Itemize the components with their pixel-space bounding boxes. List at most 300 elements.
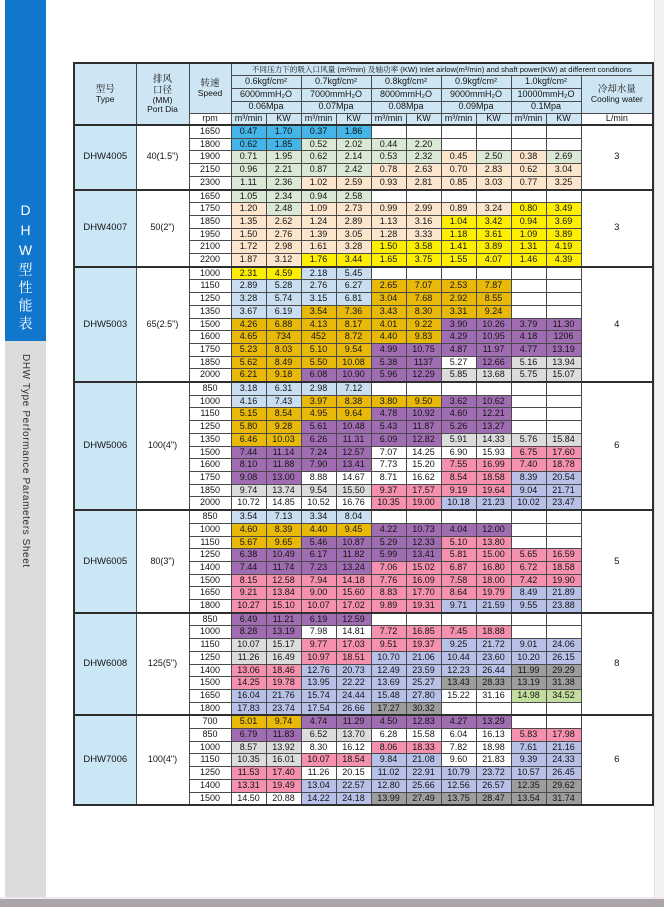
data-cell: 2.63 xyxy=(406,164,441,177)
data-cell: 12.83 xyxy=(406,715,441,728)
data-cell: 8.49 xyxy=(266,356,301,369)
rpm-cell: 1850 xyxy=(189,356,231,369)
data-cell: 8.15 xyxy=(231,574,266,587)
data-cell: 7.44 xyxy=(231,561,266,574)
data-cell: 3.15 xyxy=(301,293,336,306)
data-cell: 9.51 xyxy=(371,639,406,652)
data-cell: 1.95 xyxy=(266,151,301,164)
data-cell: 0.37 xyxy=(301,125,336,138)
data-cell: 5.81 xyxy=(441,549,476,562)
data-cell: 5.29 xyxy=(371,536,406,549)
data-cell: 10.48 xyxy=(336,421,371,434)
data-cell: 10.18 xyxy=(441,497,476,510)
data-cell: 1.04 xyxy=(441,215,476,228)
data-cell: 9.74 xyxy=(231,484,266,497)
data-cell: 3.61 xyxy=(476,228,511,241)
data-cell: 1.24 xyxy=(301,215,336,228)
data-cell: 2.50 xyxy=(476,151,511,164)
port-cell: 50(2") xyxy=(136,190,189,267)
data-cell: 6.04 xyxy=(441,729,476,742)
data-cell: 7.07 xyxy=(371,446,406,459)
data-cell: 16.49 xyxy=(266,651,301,664)
data-cell: 4.39 xyxy=(546,254,581,267)
data-cell: 5.01 xyxy=(231,715,266,728)
data-cell: 3.54 xyxy=(231,510,266,523)
data-cell: 5.43 xyxy=(371,421,406,434)
data-cell: 21.16 xyxy=(546,741,581,754)
data-cell: 4.59 xyxy=(266,267,301,280)
data-cell: 1.20 xyxy=(231,203,266,216)
data-cell: 5.28 xyxy=(266,280,301,293)
pressure-mmh2o-3: 9000mmH₂O xyxy=(441,88,511,101)
cooling-unit-header: L/min xyxy=(581,113,653,125)
data-cell: 9.08 xyxy=(231,471,266,484)
data-cell xyxy=(546,267,581,280)
data-cell xyxy=(476,510,511,523)
data-cell: 2.98 xyxy=(301,382,336,395)
page-right-strip xyxy=(654,0,664,907)
data-cell: 9.01 xyxy=(511,639,546,652)
data-cell: 13.75 xyxy=(441,792,476,805)
data-cell: 16.12 xyxy=(336,741,371,754)
flow-unit-header-2: m³/min xyxy=(371,113,406,125)
data-cell: 1.87 xyxy=(231,254,266,267)
data-cell: 2.14 xyxy=(336,151,371,164)
data-cell: 11.53 xyxy=(231,767,266,780)
rpm-cell: 2200 xyxy=(189,254,231,267)
rpm-cell: 1150 xyxy=(189,639,231,652)
data-cell: 13.29 xyxy=(476,715,511,728)
data-cell: 4.07 xyxy=(476,254,511,267)
data-cell: 20.88 xyxy=(266,792,301,805)
data-cell xyxy=(406,510,441,523)
data-cell xyxy=(476,125,511,138)
port-cell: 125(5") xyxy=(136,613,189,716)
data-cell xyxy=(511,421,546,434)
model-cell: DHW6008 xyxy=(74,613,136,716)
rpm-cell: 1600 xyxy=(189,459,231,472)
data-cell: 13.19 xyxy=(511,677,546,690)
data-cell: 0.38 xyxy=(511,151,546,164)
data-cell: 14.25 xyxy=(231,677,266,690)
data-cell: 12.58 xyxy=(266,574,301,587)
data-cell: 11.21 xyxy=(266,613,301,626)
model-cell: DHW4005 xyxy=(74,125,136,190)
data-cell: 9.28 xyxy=(266,421,301,434)
data-cell: 2.53 xyxy=(441,280,476,293)
data-cell: 31.38 xyxy=(546,677,581,690)
data-cell: 3.03 xyxy=(476,176,511,189)
data-cell: 28.33 xyxy=(476,677,511,690)
data-cell: 8.30 xyxy=(406,305,441,318)
data-cell: 7.13 xyxy=(266,510,301,523)
data-cell: 17.83 xyxy=(231,702,266,715)
data-cell: 3.42 xyxy=(476,215,511,228)
pressure-kgf-0: 0.6kgf/cm² xyxy=(231,75,301,88)
data-cell: 9.39 xyxy=(511,754,546,767)
cooling-cell: 3 xyxy=(581,190,653,267)
data-cell: 18.58 xyxy=(476,471,511,484)
data-cell: 9.60 xyxy=(441,754,476,767)
data-cell: 12.76 xyxy=(301,664,336,677)
data-cell: 9.24 xyxy=(476,305,511,318)
data-cell xyxy=(441,613,476,626)
data-cell: 4.40 xyxy=(371,331,406,344)
data-cell: 31.16 xyxy=(476,689,511,702)
data-cell: 9.37 xyxy=(371,484,406,497)
data-cell: 5.80 xyxy=(231,421,266,434)
data-cell: 4.87 xyxy=(441,343,476,356)
data-cell: 21.72 xyxy=(476,639,511,652)
data-cell: 13.54 xyxy=(511,792,546,805)
data-cell: 15.58 xyxy=(406,729,441,742)
data-cell: 23.88 xyxy=(546,600,581,613)
rpm-cell: 1400 xyxy=(189,664,231,677)
data-cell: 13.80 xyxy=(476,536,511,549)
data-cell: 2.98 xyxy=(266,241,301,254)
data-cell: 10.52 xyxy=(301,497,336,510)
pressure-kgf-1: 0.7kgf/cm² xyxy=(301,75,371,88)
data-cell: 6.27 xyxy=(336,280,371,293)
data-cell: 4.04 xyxy=(441,523,476,536)
data-cell: 10.95 xyxy=(476,331,511,344)
data-cell: 10.35 xyxy=(231,754,266,767)
rpm-cell: 1500 xyxy=(189,792,231,805)
port-cell: 100(4") xyxy=(136,382,189,510)
pressure-mpa-0: 0.06Mpa xyxy=(231,101,301,113)
data-cell: 11.88 xyxy=(266,459,301,472)
data-cell: 8.39 xyxy=(511,471,546,484)
data-cell: 5.85 xyxy=(441,369,476,382)
data-cell: 5.27 xyxy=(441,356,476,369)
data-cell: 8.55 xyxy=(476,293,511,306)
data-cell: 2.18 xyxy=(301,267,336,280)
data-cell: 21.23 xyxy=(476,497,511,510)
data-cell: 9.04 xyxy=(511,484,546,497)
data-cell xyxy=(511,280,546,293)
data-cell: 0.87 xyxy=(301,164,336,177)
data-cell: 0.89 xyxy=(441,203,476,216)
data-cell: 15.00 xyxy=(476,549,511,562)
data-cell: 3.16 xyxy=(406,215,441,228)
speed-header-cn: 转速 xyxy=(200,78,220,89)
data-cell: 29.29 xyxy=(546,664,581,677)
power-unit-header-3: KW xyxy=(476,113,511,125)
data-cell: 6.19 xyxy=(266,305,301,318)
data-cell: 24.06 xyxy=(546,639,581,652)
data-cell: 7.23 xyxy=(301,561,336,574)
data-cell: 7.40 xyxy=(511,459,546,472)
data-cell xyxy=(476,702,511,715)
data-cell: 13.41 xyxy=(336,459,371,472)
data-cell: 1.50 xyxy=(231,228,266,241)
pressure-mmh2o-4: 10000mmH₂O xyxy=(511,88,581,101)
table-row xyxy=(74,190,653,203)
rpm-cell: 1500 xyxy=(189,677,231,690)
data-cell: 0.77 xyxy=(511,176,546,189)
rpm-cell: 2100 xyxy=(189,241,231,254)
data-cell: 15.84 xyxy=(546,433,581,446)
data-cell xyxy=(511,702,546,715)
data-cell: 5.61 xyxy=(301,421,336,434)
data-cell: 17.60 xyxy=(546,446,581,459)
data-cell: 18.51 xyxy=(336,651,371,664)
data-cell: 11.83 xyxy=(266,729,301,742)
data-cell: 2.65 xyxy=(371,280,406,293)
data-cell: 19.90 xyxy=(546,574,581,587)
data-cell: 4.27 xyxy=(441,715,476,728)
data-cell: 18.88 xyxy=(476,626,511,639)
data-cell: 12.82 xyxy=(406,433,441,446)
data-cell: 0.96 xyxy=(231,164,266,177)
data-cell xyxy=(511,510,546,523)
rpm-cell: 1750 xyxy=(189,203,231,216)
data-cell: 22.91 xyxy=(406,767,441,780)
data-cell: 11.31 xyxy=(336,433,371,446)
port-header-cn1: 排风 xyxy=(152,73,172,85)
data-cell: 12.33 xyxy=(406,536,441,549)
data-cell xyxy=(546,702,581,715)
flow-unit-header-1: m³/min xyxy=(301,113,336,125)
data-cell: 5.23 xyxy=(231,343,266,356)
data-cell: 0.45 xyxy=(441,151,476,164)
data-cell: 19.00 xyxy=(406,497,441,510)
data-cell: 7.94 xyxy=(301,574,336,587)
data-cell: 18.33 xyxy=(406,741,441,754)
data-cell: 7.43 xyxy=(266,395,301,408)
data-cell: 8.71 xyxy=(371,471,406,484)
data-cell xyxy=(511,138,546,151)
table-row xyxy=(74,613,653,626)
data-cell: 12.59 xyxy=(336,613,371,626)
table-row xyxy=(74,125,653,138)
data-cell: 14.85 xyxy=(266,497,301,510)
data-cell: 15.10 xyxy=(266,600,301,613)
data-cell: 10.27 xyxy=(231,600,266,613)
data-cell: 2.59 xyxy=(336,176,371,189)
data-cell: 1.55 xyxy=(441,254,476,267)
data-cell: 9.50 xyxy=(406,395,441,408)
table-row xyxy=(74,382,653,395)
data-cell: 6.09 xyxy=(371,433,406,446)
data-cell: 4.65 xyxy=(231,331,266,344)
data-cell xyxy=(511,267,546,280)
rpm-cell: 1850 xyxy=(189,484,231,497)
model-cell: DHW4007 xyxy=(74,190,136,267)
data-cell: 13.95 xyxy=(301,677,336,690)
data-cell: 0.52 xyxy=(301,138,336,151)
data-cell: 5.46 xyxy=(301,536,336,549)
data-cell: 0.78 xyxy=(371,164,406,177)
port-cell: 40(1.5") xyxy=(136,125,189,190)
data-cell: 18.78 xyxy=(546,459,581,472)
data-cell xyxy=(441,125,476,138)
data-cell: 6.38 xyxy=(231,549,266,562)
rpm-cell: 1400 xyxy=(189,779,231,792)
data-cell: 8.88 xyxy=(301,471,336,484)
data-cell xyxy=(476,613,511,626)
data-cell xyxy=(441,190,476,203)
data-cell: 2.83 xyxy=(476,164,511,177)
rpm-cell: 1000 xyxy=(189,395,231,408)
data-cell: 1.61 xyxy=(301,241,336,254)
data-cell: 15.20 xyxy=(406,459,441,472)
data-cell xyxy=(511,626,546,639)
data-cell: 0.80 xyxy=(511,203,546,216)
data-cell: 1.76 xyxy=(301,254,336,267)
data-cell: 8.49 xyxy=(511,587,546,600)
data-cell: 1206 xyxy=(546,331,581,344)
data-cell: 10.92 xyxy=(406,408,441,421)
data-cell: 0.99 xyxy=(371,203,406,216)
data-cell: 1.05 xyxy=(231,190,266,203)
data-cell: 26.15 xyxy=(546,651,581,664)
data-cell: 3.28 xyxy=(231,293,266,306)
data-cell xyxy=(406,125,441,138)
data-cell: 21.59 xyxy=(476,600,511,613)
data-cell: 1.41 xyxy=(441,241,476,254)
port-cell: 65(2.5") xyxy=(136,267,189,382)
data-cell: 15.50 xyxy=(336,484,371,497)
port-cell: 80(3") xyxy=(136,510,189,613)
data-cell: 11.30 xyxy=(546,318,581,331)
data-cell: 10.02 xyxy=(511,497,546,510)
data-cell: 734 xyxy=(266,331,301,344)
data-cell: 15.74 xyxy=(301,689,336,702)
rpm-cell: 1650 xyxy=(189,190,231,203)
data-cell: 10.72 xyxy=(231,497,266,510)
data-cell: 21.06 xyxy=(406,651,441,664)
rpm-cell: 1500 xyxy=(189,574,231,587)
data-cell xyxy=(511,382,546,395)
data-cell: 8.10 xyxy=(231,459,266,472)
data-cell: 8.28 xyxy=(231,626,266,639)
data-cell: 12.00 xyxy=(476,523,511,536)
data-cell xyxy=(476,382,511,395)
data-cell: 2.42 xyxy=(336,164,371,177)
data-cell: 9.25 xyxy=(441,639,476,652)
data-cell: 10.08 xyxy=(336,356,371,369)
data-cell: 11.14 xyxy=(266,446,301,459)
data-cell: 16.85 xyxy=(406,626,441,639)
data-cell: 15.48 xyxy=(371,689,406,702)
pressure-mpa-2: 0.08Mpa xyxy=(371,101,441,113)
data-cell: 9.19 xyxy=(441,484,476,497)
data-cell: 8.83 xyxy=(371,587,406,600)
data-cell: 3.54 xyxy=(301,305,336,318)
rpm-cell: 1950 xyxy=(189,228,231,241)
data-cell: 3.04 xyxy=(371,293,406,306)
data-cell: 8.39 xyxy=(266,523,301,536)
data-cell: 8.38 xyxy=(336,395,371,408)
data-cell: 3.97 xyxy=(301,395,336,408)
rpm-cell: 2000 xyxy=(189,369,231,382)
data-cell: 24.33 xyxy=(546,754,581,767)
data-cell: 5.10 xyxy=(301,343,336,356)
table-row xyxy=(74,510,653,523)
data-cell xyxy=(441,382,476,395)
data-cell: 12.80 xyxy=(371,779,406,792)
data-cell xyxy=(371,510,406,523)
data-cell: 10.07 xyxy=(301,600,336,613)
rpm-cell: 850 xyxy=(189,613,231,626)
data-cell: 3.62 xyxy=(441,395,476,408)
data-cell: 12.66 xyxy=(476,356,511,369)
rpm-cell: 1000 xyxy=(189,523,231,536)
rpm-cell: 850 xyxy=(189,729,231,742)
data-cell: 2.48 xyxy=(266,203,301,216)
data-cell: 6.90 xyxy=(441,446,476,459)
rpm-cell: 1800 xyxy=(189,600,231,613)
data-cell xyxy=(406,382,441,395)
data-cell: 12.49 xyxy=(371,664,406,677)
data-cell: 21.08 xyxy=(406,754,441,767)
data-cell: 6.88 xyxy=(266,318,301,331)
data-cell: 16.62 xyxy=(406,471,441,484)
data-cell xyxy=(476,190,511,203)
data-cell: 4.99 xyxy=(371,343,406,356)
data-cell: 3.79 xyxy=(511,318,546,331)
data-cell: 12.21 xyxy=(476,408,511,421)
rpm-cell: 1000 xyxy=(189,626,231,639)
rpm-cell: 1150 xyxy=(189,408,231,421)
data-cell: 5.76 xyxy=(511,433,546,446)
data-cell: 3.31 xyxy=(441,305,476,318)
data-cell: 1.02 xyxy=(301,176,336,189)
data-cell: 8.03 xyxy=(266,343,301,356)
rpm-cell: 1800 xyxy=(189,138,231,151)
data-cell: 7.98 xyxy=(301,626,336,639)
data-cell: 2.32 xyxy=(406,151,441,164)
data-cell: 6.17 xyxy=(301,549,336,562)
rpm-cell: 1400 xyxy=(189,561,231,574)
data-cell: 8.72 xyxy=(336,331,371,344)
data-cell: 5.26 xyxy=(441,421,476,434)
col-header-model xyxy=(74,63,136,125)
data-cell: 1.70 xyxy=(266,125,301,138)
data-cell: 6.81 xyxy=(336,293,371,306)
data-cell: 12.35 xyxy=(511,779,546,792)
data-cell: 31.74 xyxy=(546,792,581,805)
data-cell: 30.32 xyxy=(406,702,441,715)
sidebar-title-cn: DHW型性能表 xyxy=(17,202,34,334)
data-cell: 7.07 xyxy=(406,280,441,293)
data-cell: 2.99 xyxy=(406,203,441,216)
data-cell: 2.21 xyxy=(266,164,301,177)
data-cell: 17.57 xyxy=(406,484,441,497)
data-cell: 2.92 xyxy=(441,293,476,306)
data-cell xyxy=(441,510,476,523)
data-cell: 27.80 xyxy=(406,689,441,702)
data-cell: 0.62 xyxy=(511,164,546,177)
data-cell: 10.70 xyxy=(371,651,406,664)
rpm-cell: 1250 xyxy=(189,767,231,780)
data-cell: 3.12 xyxy=(266,254,301,267)
rpm-cell: 1900 xyxy=(189,151,231,164)
data-cell: 18.54 xyxy=(336,754,371,767)
data-cell: 21.71 xyxy=(546,484,581,497)
data-cell xyxy=(546,280,581,293)
data-cell: 5.15 xyxy=(231,408,266,421)
data-cell: 17.54 xyxy=(301,702,336,715)
rpm-cell: 1150 xyxy=(189,536,231,549)
data-cell: 9.21 xyxy=(231,587,266,600)
cooling-cell: 4 xyxy=(581,267,653,382)
power-unit-header-4: KW xyxy=(546,113,581,125)
data-cell: 11.87 xyxy=(406,421,441,434)
data-cell: 18.46 xyxy=(266,664,301,677)
data-cell: 1.46 xyxy=(511,254,546,267)
